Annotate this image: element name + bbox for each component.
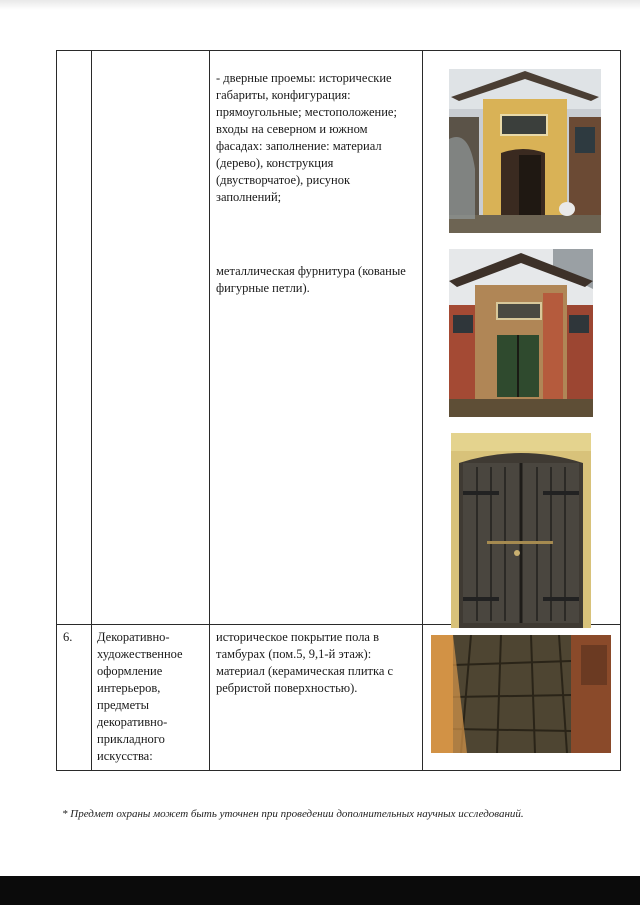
row-photo-cell: [423, 625, 621, 771]
facade-entrance-photo: [449, 69, 601, 233]
row-description-cell: [210, 625, 423, 771]
row-description-cell: [210, 51, 423, 625]
table-row-doors: [57, 51, 621, 625]
brick-entrance-photo: [449, 249, 593, 417]
row-name-cell: Декоративно-художественное оформление интерьеров, предметы декоративно-прикладного искусства:: [92, 625, 210, 771]
scan-shading: [0, 0, 640, 10]
floor-covering-text: историческое покрытие пола в тамбурах (пом.5, 9,1-й этаж): материал (керамическая плитка с ребристой поверхностью).: [216, 630, 394, 695]
row-number-cell: [57, 51, 92, 625]
scan-border: [0, 876, 640, 905]
row-name-cell: [92, 51, 210, 625]
wooden-double-door-photo: [451, 433, 591, 628]
hardware-text: металлическая фурнитура (кованые фигурные петли).: [216, 264, 406, 295]
protection-subject-table: [56, 50, 621, 771]
footnote: * Предмет охраны может быть уточнен при проведении дополнительных научных исследований.: [62, 808, 524, 820]
door-openings-text: - дверные проемы: исторические габариты, конфигурация: прямоугольные; местоположение; входы на северном и южном фасадах: заполнение: материал (дерево), конструкция (двустворчатое), рисунок заполнений;: [216, 71, 397, 204]
table-row-6: [57, 625, 621, 771]
row-number-cell: 6.: [57, 625, 92, 771]
tiled-floor-photo: [431, 635, 611, 753]
row-photo-cell: [423, 51, 621, 625]
